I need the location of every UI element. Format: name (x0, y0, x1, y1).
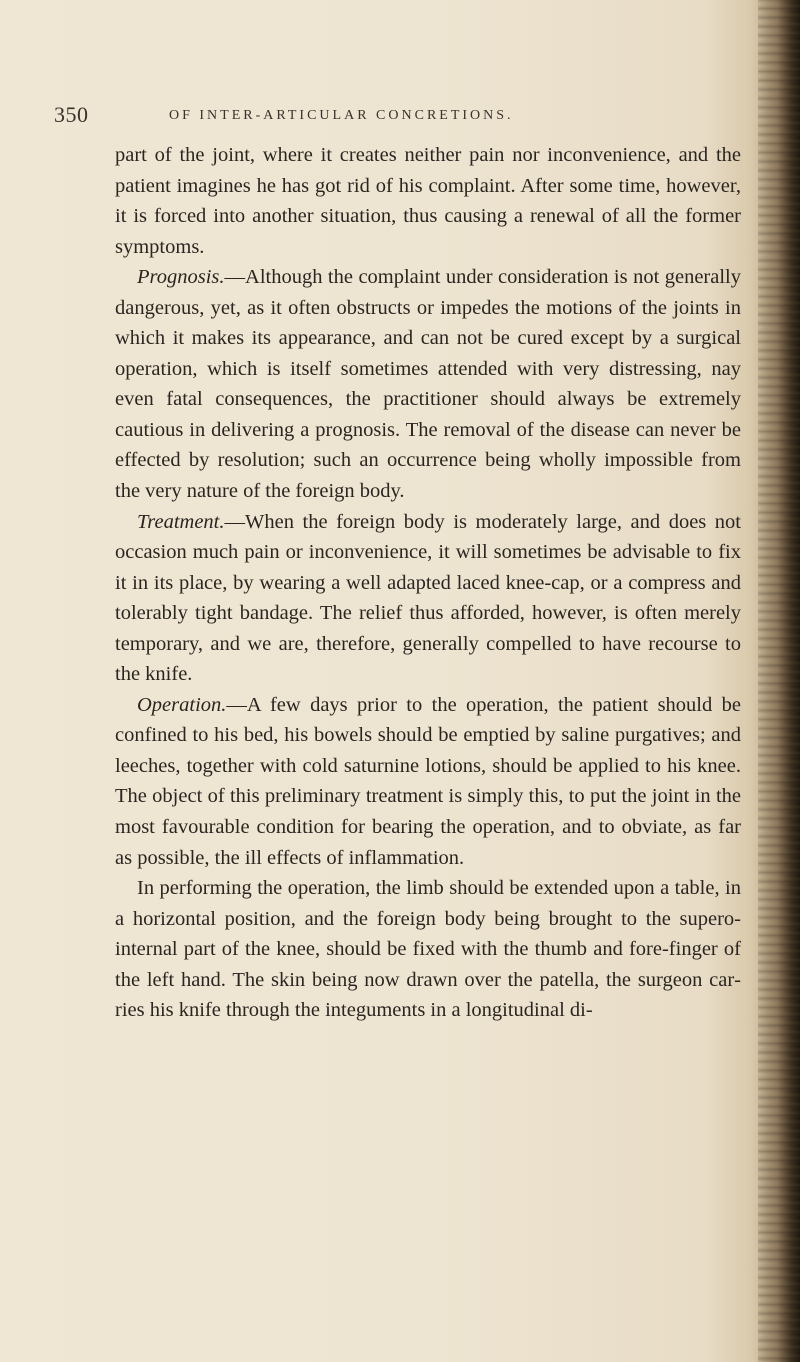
paragraph-text: —When the foreign body is moderately large, and does not occasion much pain or inconvenience, it will sometimes be advisable to fix it in its place, by wearing a well adapted laced knee-cap, or a compress and tolerably tight bandage. The relief thus afforded, however, is often merely temporary, and we are, therefore, generally compelled to have recourse to the knife. (115, 510, 741, 686)
section-heading-prognosis: Prognosis. (137, 266, 225, 289)
paragraph-text: —Although the complaint under consideration is not generally dangerous, yet, as it often obstructs or impedes the motions of the joints in which it makes its appearance, and can not be cured except by a surgical operation, which is itself sometimes attended with very distressing, nay even fatal consequences, the practitioner should always be extremely cautious in delivering a prognosis. The removal of the disease can never be effected by resolution; such an occurrence being wholly impossible from the very nature of the foreign body. (115, 266, 741, 503)
page-edge-shadow (758, 0, 800, 1362)
paragraph-text: —A few days prior to the operation, the patient should be confined to his bed, his bowels should be emptied by saline purgatives; and leeches, together with cold saturnine lotions, should be applied to his knee. The object of this preliminary treatment is simply this, to put the joint in the most favourable condition for bearing the operation, and to obviate, as far as possible, the ill effects of inflammation. (115, 693, 741, 869)
paragraph-operation (115, 690, 741, 873)
paragraph-text: part of the joint, where it creates neither pain nor inconvenience, and the patient imagines he has got rid of his complaint. After some time, however, it is forced into another situation, thus causing a renewal of all the former symptoms. (115, 144, 741, 258)
section-heading-operation: Operation. (137, 693, 227, 716)
paragraph-text: In performing the operation, the limb should be extended upon a table, in a horizontal position, and the foreign body being brought to the supero-internal part of the knee, should be fixed with the thumb and fore-finger of the left hand. The skin being now drawn over the patella, the surgeon carries his knife through the integuments in a longitudinal di- (115, 877, 741, 1022)
body-text (115, 140, 741, 1026)
page-number: 350 (54, 102, 89, 127)
running-head: OF INTER-ARTICULAR CONCRETIONS. (169, 108, 514, 123)
section-heading-treatment: Treatment. (137, 510, 225, 533)
page-header (54, 102, 734, 132)
paragraph-treatment (115, 507, 741, 690)
paragraph-prognosis (115, 262, 741, 506)
paragraph-performing (115, 873, 741, 1026)
paragraph-continuation (115, 140, 741, 262)
